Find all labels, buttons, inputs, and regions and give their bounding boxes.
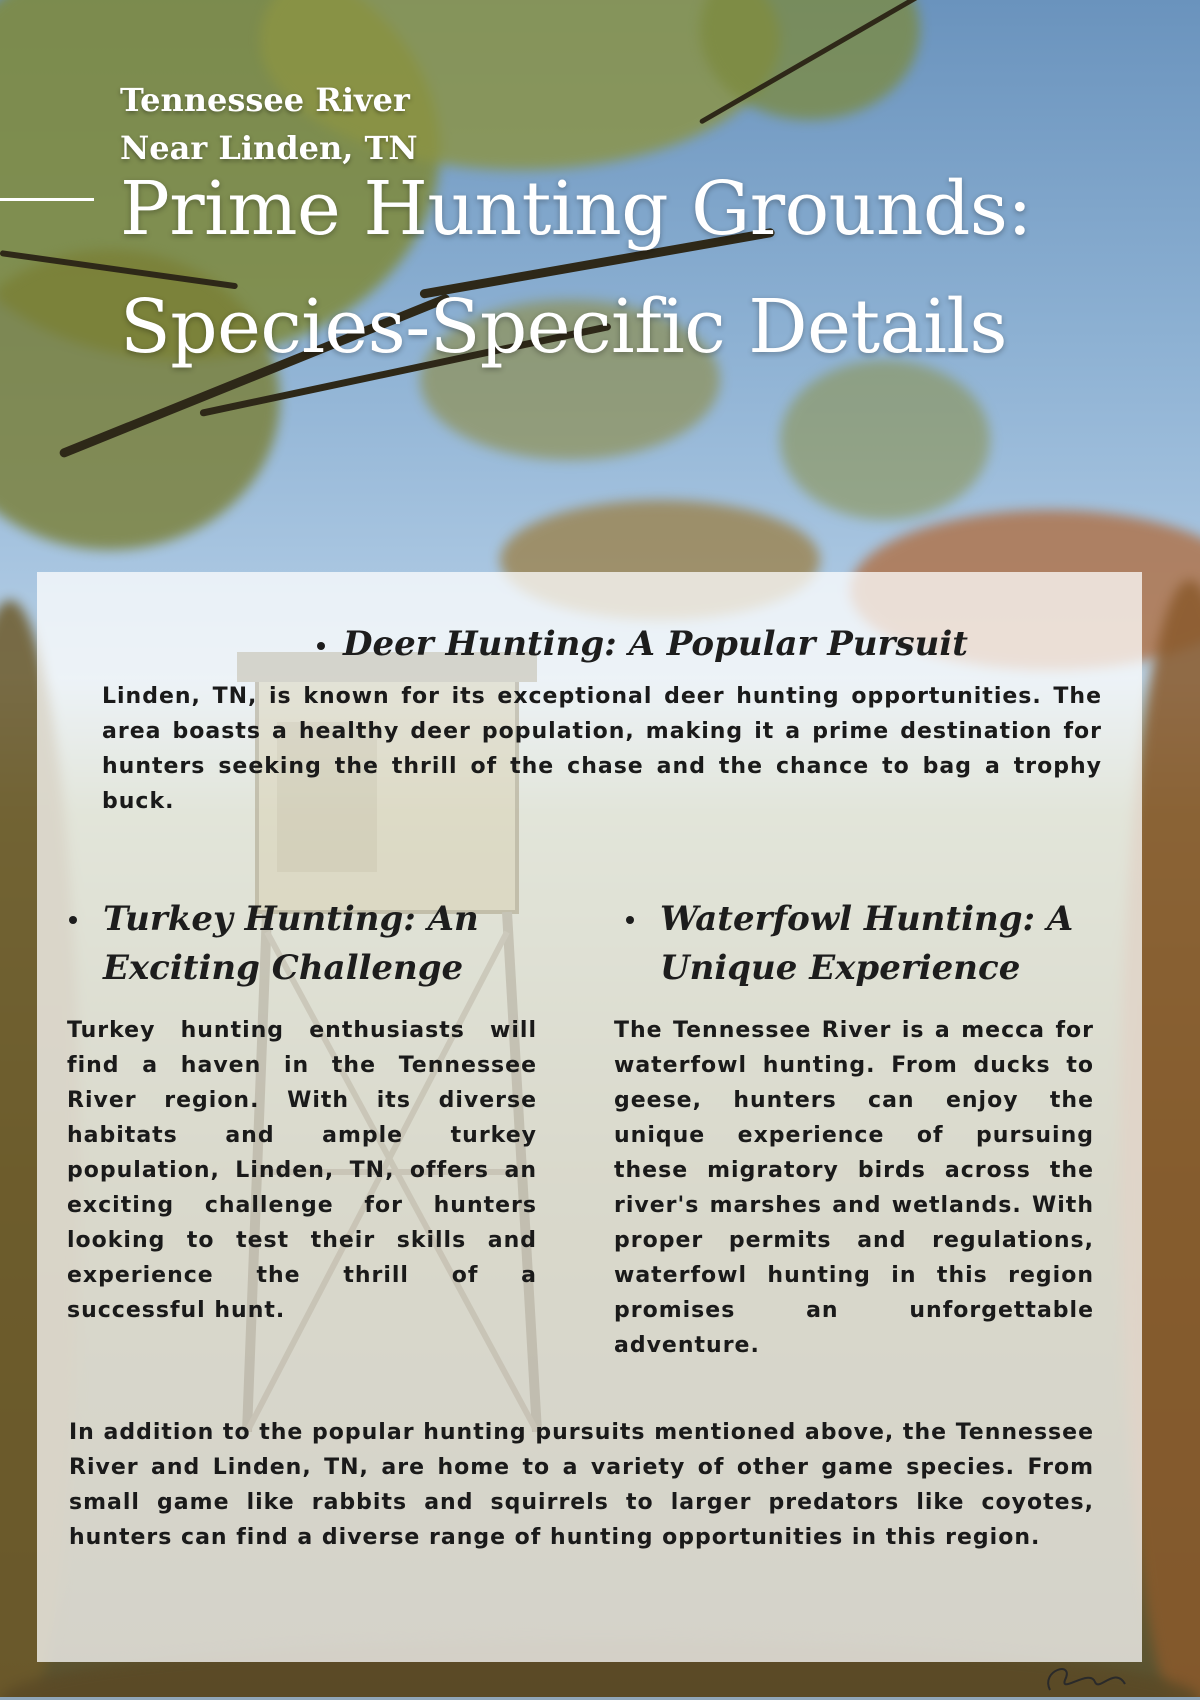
closing-section <box>69 1415 1094 1555</box>
title-rule <box>0 198 94 201</box>
page-title-line-1: Prime Hunting Grounds: <box>120 166 1032 252</box>
bullet-icon <box>69 916 77 924</box>
deer-heading-text: Deer Hunting: A Popular Pursuit <box>343 624 968 664</box>
deer-heading <box>102 620 1102 669</box>
closing-body: In addition to the popular hunting pursuits mentioned above, the Tennessee River and Linden, TN, are home to a variety of other game species. From small game like rabbits and squirrels to larger predators like coyotes, hunters can find a diverse range of hunting opportunities in this region. <box>69 1420 1094 1550</box>
signature-icon <box>1035 1660 1145 1700</box>
turkey-heading-line-1: Turkey Hunting: An <box>103 899 479 939</box>
turkey-body: Turkey hunting enthusiasts will find a haven in the Tennessee River region. With its diverse habitats and ample turkey population, Linden, TN, offers an exciting challenge for hunters looking to test their skills and experience the thrill of a successful hunt. <box>67 1018 537 1323</box>
deer-section <box>102 620 1102 819</box>
bullet-icon <box>626 916 634 924</box>
location-line-1: Tennessee River <box>120 81 410 119</box>
page-title <box>120 150 1032 386</box>
waterfowl-heading-line-2: Unique Experience <box>660 948 1021 988</box>
waterfowl-heading <box>614 895 1094 993</box>
waterfowl-heading-line-1: Waterfowl Hunting: A <box>660 899 1074 939</box>
turkey-heading <box>67 895 537 993</box>
turkey-section <box>67 895 537 1328</box>
waterfowl-body: The Tennessee River is a mecca for waterfowl hunting. From ducks to geese, hunters can enjoy the unique experience of pursuing these migratory birds across the river's marshes and wetlands. With proper permits and regulations, waterfowl hunting in this region promises an unforgettable adventure. <box>614 1018 1094 1358</box>
turkey-heading-line-2: Exciting Challenge <box>103 948 464 988</box>
deer-body: Linden, TN, is known for its exceptional deer hunting opportunities. The area boasts a healthy deer population, making it a prime destination for hunters seeking the thrill of the chase and the chance to bag a trophy buck. <box>102 684 1102 814</box>
location-line-2: Near Linden, TN <box>120 129 418 167</box>
bullet-icon <box>317 642 325 650</box>
content-panel <box>37 572 1142 1662</box>
page-title-line-2: Species-Specific Details <box>120 284 1008 370</box>
waterfowl-section <box>614 895 1094 1363</box>
